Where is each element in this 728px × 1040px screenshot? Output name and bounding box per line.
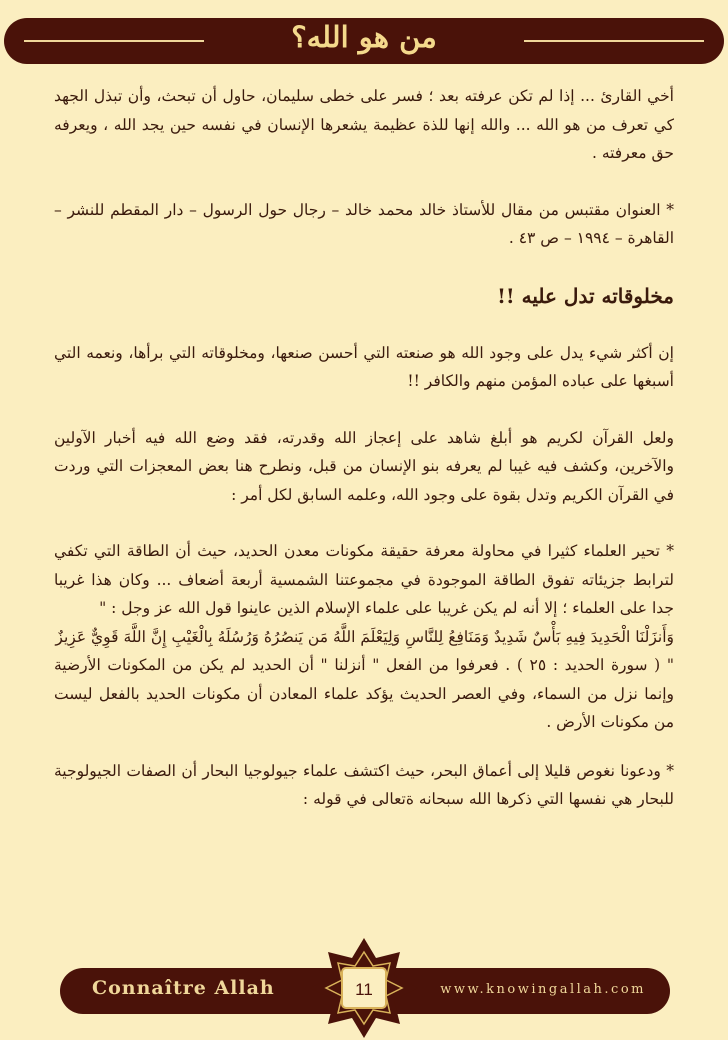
section-paragraph-1: إن أكثر شيء يدل على وجود الله هو صنعته التي أحسن صنعها، ومخلوقاته التي برأها، ونعمه التي أسبغها على عباده المؤمن منهم والكافر !! bbox=[54, 343, 674, 390]
section-heading: مخلوقاته تدل عليه !! bbox=[497, 283, 674, 308]
title-source-note: * العنوان مقتبس من مقال للأستاذ خالد محمد خالد – رجال حول الرسول – دار المقطم للنشر – القاهرة – ١٩٩٤ – ص ٤٣ . bbox=[54, 200, 674, 247]
iron-paragraph: * تحير العلماء كثيرا في محاولة معرفة حقيقة مكونات معدن الحديد، حيث أن الطاقة التي تكفي لترابط جزيئاته تفوق الطاقة الموجودة في مجموعتنا الشمسية أربعة أضعاف ... وكان هذا غريبا جدا على العلماء ؛ إلا أنه لم يكن غريبا على علماء الإسلام الذين عاينوا قول الله عز وجل : " bbox=[54, 542, 674, 617]
quran-verse: وَأَنزَلْنَا الْحَدِيدَ فِيهِ بَأْسٌ شَدِيدٌ وَمَنَافِعُ لِلنَّاسِ وَلِيَعْلَمَ اللَّهُ مَن يَنصُرُهُ وَرُسُلَهُ بِالْغَيْبِ إِنَّ اللَّهَ قَوِيٌّ عَزِيزٌ bbox=[55, 627, 674, 646]
intro-paragraph: أخي القارئ ... إذا لم تكن عرفته بعد ؛ فسر على خطى سليمان، حاول أن تبحث، وأن تبذل الجهد كي تعرف من هو الله ... والله إنها للذة عظيمة يشعرها الإنسان في نفسه حين يجد الله ، ويعرفه حق معرفته . bbox=[54, 87, 674, 162]
iron-paragraph-continued: " ( سورة الحديد : ٢٥ ) . فعرفوا من الفعل " أنزلنا " أن الحديد لم يكن من المكونات الأرضية وإنما نزل من السماء، وفي العصر الحديث يؤكد علماء المعادن أن مكونات الحديد بالفعل ليست من مكونات الأرض . bbox=[54, 656, 674, 731]
page-title: من هو الله؟ bbox=[291, 20, 437, 54]
header-left-rule bbox=[24, 40, 204, 42]
page-number: 11 bbox=[355, 980, 373, 999]
sea-paragraph: * ودعونا نغوص قليلا إلى أعماق البحر، حيث اكتشف علماء جيولوجيا البحار أن الصفات الجيولوجية للبحار هي نفسها التي ذكرها الله سبحانه ةتعالى في قوله : bbox=[54, 761, 674, 808]
footer-website: www.knowingallah.com bbox=[440, 982, 646, 997]
article-body bbox=[54, 82, 674, 842]
footer-brand: Connaître Allah bbox=[92, 977, 275, 999]
header-right-rule bbox=[524, 40, 704, 42]
page-header bbox=[4, 18, 724, 64]
page-number-badge bbox=[302, 936, 426, 1040]
section-paragraph-2: ولعل القرآن لكريم هو أبلغ شاهد على إعجاز الله وقدرته، فقد وضع الله فيه أخبار الآولين والآخرين، وكشف فيه غيبا لم يعرفه بنو الإنسان من قبل، ونطرح هنا بعض المعجزات التي وردت في القرآن الكريم وتدل بقوة على وجود الله، وعلمه السابق لكل أمر : bbox=[54, 428, 674, 504]
